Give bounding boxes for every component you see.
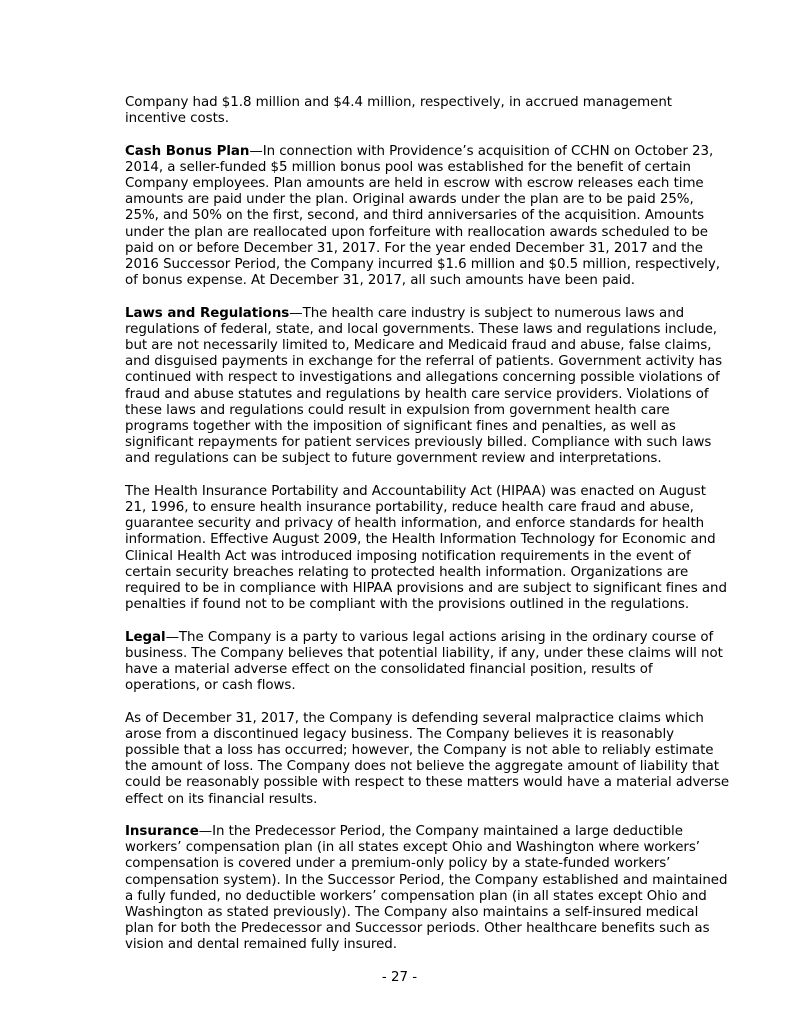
paragraph-hipaa [125, 484, 731, 614]
page-number: - 27 - [381, 970, 418, 985]
paragraph-text: Company had $1.8 million and $4.4 million, respectively, in accrued management incentive costs. [125, 95, 672, 127]
paragraph-heading: Cash Bonus Plan [125, 143, 250, 159]
paragraph-text: As of December 31, 2017, the Company is defending several malpractice claims which arose from a discontinued legacy business. The Company believes it is reasonably possible that a loss has occurred; however, the Company is not able to reliably estimate the amount of loss. The Company does not believe the aggregate amount of liability that could be reasonably possible with respect to these matters would have a material adverse effect on its financial results. [125, 710, 730, 807]
paragraph-text: —In connection with Providence’s acquisition of CCHN on October 23, 2014, a seller-funded $5 million bonus pool was established for the benefit of certain Company employees. Plan amounts are held in escrow with escrow releases each time amounts are paid under the plan. Original awards under the plan are to be paid 25%, 25%, and 50% on the first, second, and third anniversaries of the acquisition. Amounts under the plan are reallocated upon forfeiture with reallocation awards scheduled to be paid on or before December 31, 2017. For the year ended December 31, 2017 and the 2016 Successor Period, the Company incurred $1.6 million and $0.5 million, respectively, of bonus expense. At December 31, 2017, all such amounts have been paid. [125, 143, 720, 289]
document-body [125, 95, 731, 970]
paragraph-heading: Insurance [125, 824, 199, 840]
paragraph-malpractice-claims [125, 711, 731, 808]
paragraph-cash-bonus-plan [125, 144, 731, 290]
paragraph-text: —In the Predecessor Period, the Company maintained a large deductible workers’ compensation plan (in all states except Ohio and Washington where workers’ compensation is covered under a premium-only policy by a state-funded workers’ compensation system). In the Successor Period, the Company established and maintained a fully funded, no deductible workers’ compensation plan (in all states except Ohio and Washington as stated previously). The Company also maintains a self-insured medical plan for both the Predecessor and Successor periods. Other healthcare benefits such as vision and dental remained fully insured. [125, 824, 728, 953]
paragraph-heading: Laws and Regulations [125, 305, 290, 321]
paragraph-legal [125, 630, 731, 695]
paragraph-insurance [125, 824, 731, 954]
paragraph-text: —The health care industry is subject to numerous laws and regulations of federal, state, and local governments. These laws and regulations include, but are not necessarily limited to, Medicare and Medicaid fraud and abuse, false claims, and disguised payments in exchange for the referral of patients. Government activity has continued with respect to investigations and allegations concerning possible violations of fraud and abuse statutes and regulations by health care service providers. Violations of these laws and regulations could result in expulsion from government health care programs together with the imposition of significant fines and penalties, as well as significant repayments for patient services previously billed. Compliance with such laws and regulations can be subject to future government review and interpretations. [125, 305, 723, 467]
paragraph-text: The Health Insurance Portability and Accountability Act (HIPAA) was enacted on August 21, 1996, to ensure health insurance portability, reduce health care fraud and abuse, guarantee security and privacy of health information, and enforce standards for health information. Effective August 2009, the Health Information Technology for Economic and Clinical Health Act was introduced imposing notification requirements in the event of certain security breaches relating to protected health information. Organizations are required to be in compliance with HIPAA provisions and are subject to significant fines and penalties if found not to be compliant with the provisions outlined in the regulations. [125, 483, 727, 613]
paragraph-heading: Legal [125, 629, 166, 645]
paragraph-accrued-incentive [125, 95, 731, 127]
paragraph-text: —The Company is a party to various legal actions arising in the ordinary course of business. The Company believes that potential liability, if any, under these claims will not have a material adverse effect on the consolidated financial position, results of operations, or cash flows. [125, 629, 723, 694]
paragraph-laws-and-regulations [125, 306, 731, 468]
